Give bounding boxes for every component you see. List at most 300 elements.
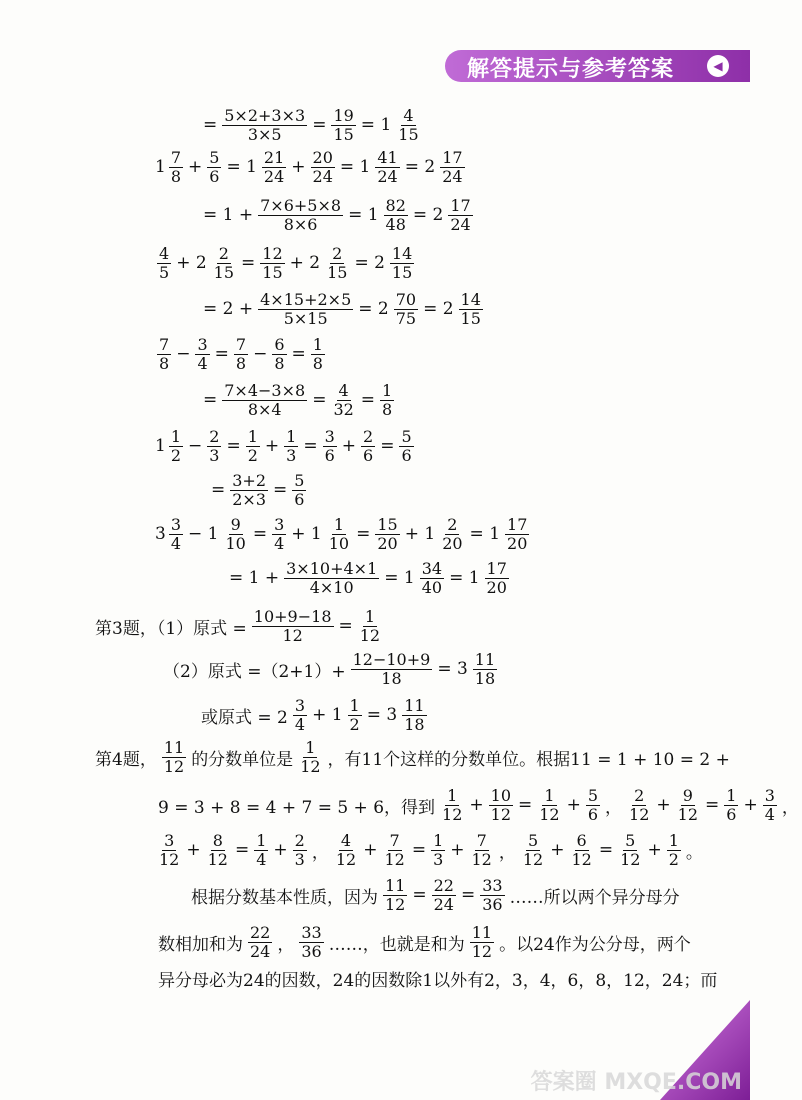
fraction	[521, 830, 545, 869]
equation-line	[188, 875, 683, 915]
denominator: 8×4	[247, 399, 282, 419]
denominator: 3	[294, 849, 305, 869]
denominator: 6	[587, 804, 599, 824]
numerator: 21	[263, 147, 285, 167]
denominator: 15	[213, 262, 235, 282]
fraction	[402, 695, 426, 734]
denominator: 15	[398, 124, 419, 144]
text-token: =	[291, 344, 306, 364]
text-token: =	[598, 840, 614, 860]
numerator: 10+9−18	[253, 606, 332, 626]
numerator: 12	[262, 243, 283, 263]
text-token: =	[360, 390, 376, 410]
text-token: =	[338, 616, 353, 636]
numerator: 5	[625, 830, 636, 850]
text-token: = 1 +	[203, 205, 254, 225]
numerator: 3	[164, 830, 175, 850]
fraction	[284, 558, 379, 597]
text-token: ……，也就是和为	[328, 934, 465, 955]
text-token: −	[176, 344, 191, 364]
denominator: 20	[507, 533, 528, 553]
fraction	[480, 875, 504, 914]
text-token: ，	[277, 934, 295, 955]
numerator: 1	[433, 830, 444, 850]
numerator: 22	[250, 922, 271, 942]
text-token: =	[303, 436, 318, 456]
equation-line	[198, 695, 429, 735]
denominator: 24	[263, 166, 285, 186]
denominator: 12	[359, 625, 381, 645]
numerator: 11	[163, 737, 185, 757]
denominator: 6	[363, 445, 374, 465]
denominator: 2	[247, 445, 258, 465]
denominator: 24	[442, 166, 463, 186]
fraction	[298, 737, 322, 776]
mixed-whole: 1	[155, 436, 166, 456]
equation-line	[155, 922, 694, 962]
denominator: 15	[333, 124, 354, 144]
numerator: 1	[447, 785, 458, 805]
denominator: 36	[301, 941, 322, 961]
text-token: + 1	[312, 705, 343, 725]
fraction	[470, 922, 494, 961]
text-token: = 2	[404, 157, 436, 177]
text-token: ……所以两个异分母分	[509, 887, 680, 908]
text-token: = 1	[348, 205, 379, 225]
fraction	[440, 785, 464, 824]
text-token: ，	[605, 797, 623, 818]
text-token: +	[291, 157, 306, 177]
denominator: 2×3	[232, 489, 267, 509]
denominator: 20	[442, 533, 463, 553]
fraction	[505, 514, 529, 553]
fraction	[399, 426, 413, 465]
numerator: 11	[404, 695, 425, 715]
denominator: 40	[421, 577, 443, 597]
fraction	[299, 922, 323, 961]
numerator: 15	[377, 514, 398, 534]
text-token: ，	[311, 842, 329, 863]
denominator: 24	[433, 894, 454, 914]
numerator: 7×6+5×8	[260, 195, 342, 215]
fraction	[724, 785, 738, 824]
fraction	[157, 243, 171, 282]
numerator: 10	[490, 785, 511, 805]
equation-line	[200, 289, 485, 329]
denominator: 10	[225, 533, 246, 553]
text-token: +	[264, 436, 280, 456]
text-token: 第4题，	[95, 749, 157, 770]
denominator: 8	[170, 166, 182, 186]
fraction	[375, 147, 399, 186]
denominator: 18	[381, 668, 402, 688]
fraction	[334, 830, 358, 869]
mixed-whole: 1	[155, 157, 166, 177]
text-token: =	[380, 436, 395, 456]
back-arrow-icon[interactable]: ◀	[707, 55, 729, 77]
text-token: = 1	[339, 157, 371, 177]
numerator: 82	[385, 195, 406, 215]
denominator: 18	[404, 714, 425, 734]
text-token: =	[252, 524, 268, 544]
text-token: = 1	[226, 157, 257, 177]
text-token: + 2	[176, 253, 207, 273]
text-token: =	[518, 795, 533, 815]
text-token: = 1	[384, 568, 415, 588]
numerator: 41	[377, 147, 398, 167]
equation-line	[155, 334, 327, 374]
numerator: 11	[385, 875, 406, 895]
fraction	[157, 334, 171, 373]
text-token: − 1	[188, 524, 219, 544]
text-token: =	[211, 480, 226, 500]
numerator: 7	[235, 334, 247, 354]
equation-line	[226, 558, 511, 598]
fraction	[222, 105, 307, 144]
denominator: 12	[384, 849, 405, 869]
denominator: 4×10	[309, 577, 354, 597]
denominator: 2	[170, 445, 182, 465]
fraction	[440, 514, 464, 553]
numerator: 2	[294, 830, 305, 850]
numerator: 5	[587, 785, 599, 805]
numerator: 11	[474, 649, 496, 669]
denominator: 12	[159, 849, 180, 869]
text-token: +	[743, 795, 758, 815]
numerator: 17	[442, 147, 463, 167]
fraction	[230, 470, 268, 509]
numerator: 17	[486, 558, 507, 578]
numerator: 1	[305, 737, 316, 757]
text-token: 9 = 3 + 8 = 4 + 7 = 5 + 6，得到	[158, 797, 436, 818]
text-token: = 3	[366, 705, 398, 725]
denominator: 8	[274, 353, 285, 373]
denominator: 12	[522, 849, 544, 869]
text-token: +	[363, 840, 378, 860]
text-token: =	[273, 480, 288, 500]
equation-line	[208, 470, 308, 510]
fraction	[169, 147, 183, 186]
text-token: = 1	[469, 524, 501, 544]
numerator: 1	[364, 606, 376, 626]
numerator: 19	[333, 105, 354, 125]
denominator: 24	[250, 941, 271, 961]
text-token: +	[566, 795, 581, 815]
fraction	[361, 426, 375, 465]
equation-line	[200, 380, 396, 420]
numerator: 1	[544, 785, 555, 805]
fraction	[676, 785, 700, 824]
denominator: 48	[385, 214, 406, 234]
denominator: 6	[209, 166, 220, 186]
denominator: 4	[274, 533, 285, 553]
denominator: 5	[159, 262, 170, 282]
text-token: =	[214, 344, 229, 364]
text-token: 的分数单位是	[191, 749, 294, 770]
fraction	[325, 243, 349, 282]
denominator: 4	[256, 849, 267, 869]
fraction	[327, 514, 351, 553]
text-token: +	[656, 795, 671, 815]
numerator: 7×4−3×8	[224, 380, 306, 400]
fraction	[207, 147, 221, 186]
numerator: 2	[209, 426, 220, 446]
numerator: 1	[668, 830, 679, 850]
denominator: 24	[450, 214, 471, 234]
fraction	[763, 785, 777, 824]
fraction	[260, 243, 284, 282]
fraction	[248, 922, 272, 961]
denominator: 12	[163, 756, 185, 776]
fraction	[432, 875, 456, 914]
numerator: 6	[576, 830, 587, 850]
numerator: 14	[460, 289, 481, 309]
numerator: 3	[170, 514, 182, 534]
denominator: 4	[294, 714, 306, 734]
denominator: 15	[391, 262, 413, 282]
denominator: 4	[764, 804, 775, 824]
equation-line	[155, 830, 706, 870]
text-token: =	[312, 390, 327, 410]
text-token: +	[550, 840, 565, 860]
denominator: 8×6	[283, 214, 318, 234]
fraction	[390, 243, 414, 282]
numerator: 12−10+9	[352, 649, 431, 669]
fraction	[420, 558, 444, 597]
fraction	[323, 426, 337, 465]
numerator: 4	[403, 105, 414, 125]
text-token: + 1	[404, 524, 436, 544]
denominator: 6	[324, 445, 335, 465]
text-token: = 2	[358, 299, 389, 319]
fraction	[459, 289, 483, 328]
text-token: =	[312, 115, 327, 135]
denominator: 2	[349, 714, 360, 734]
text-token: +	[469, 795, 484, 815]
denominator: 10	[328, 533, 350, 553]
denominator: 3	[286, 445, 297, 465]
numerator: 2	[447, 514, 458, 534]
text-token: =	[234, 840, 250, 860]
numerator: 1	[382, 380, 393, 400]
text-token: 或原式 = 2	[201, 707, 288, 728]
text-token: 根据分数基本性质，因为	[191, 887, 378, 908]
fraction	[293, 830, 307, 869]
fraction	[252, 606, 334, 645]
fraction	[384, 195, 408, 234]
text-token: = 1	[449, 568, 480, 588]
denominator: 24	[377, 166, 398, 186]
numerator: 22	[433, 875, 454, 895]
numerator: 5	[209, 147, 220, 167]
fraction	[470, 830, 494, 869]
numerator: 5×2+3×3	[224, 105, 306, 125]
fraction	[272, 334, 286, 373]
numerator: 5	[294, 470, 305, 490]
denominator: 15	[460, 308, 481, 328]
denominator: 8	[382, 399, 393, 419]
numerator: 3	[764, 785, 775, 805]
fraction	[169, 426, 183, 465]
text-token: =	[203, 115, 218, 135]
numerator: 33	[301, 922, 322, 942]
numerator: 14	[391, 243, 413, 263]
text-token: −	[188, 436, 203, 456]
fraction	[380, 380, 394, 419]
fraction	[586, 785, 600, 824]
fraction	[246, 426, 260, 465]
equation-line	[160, 649, 499, 689]
equation-line	[155, 785, 802, 825]
text-token: ，	[498, 842, 516, 863]
numerator: 4×15+2×5	[260, 289, 352, 309]
section-title: 解答提示与参考答案	[467, 57, 675, 82]
denominator: 4	[197, 353, 208, 373]
denominator: 15	[262, 262, 283, 282]
denominator: 24	[312, 166, 333, 186]
fraction	[473, 649, 497, 688]
denominator: 12	[490, 804, 511, 824]
numerator: 4	[340, 830, 352, 850]
numerator: 3+2	[232, 470, 267, 490]
text-token: + 1	[291, 524, 322, 544]
fraction	[448, 195, 472, 234]
text-token: =	[412, 885, 427, 905]
denominator: 20	[486, 577, 507, 597]
equation-line	[92, 606, 384, 646]
numerator: 3	[294, 695, 306, 715]
text-token: =	[226, 436, 241, 456]
text-token: =	[241, 253, 256, 273]
equation-line	[155, 514, 531, 554]
text-token: =	[203, 390, 218, 410]
fraction	[440, 147, 464, 186]
numerator: 3	[197, 334, 208, 354]
denominator: 12	[471, 849, 492, 869]
denominator: 32	[333, 399, 354, 419]
equation-line	[200, 105, 423, 145]
numerator: 5	[527, 830, 539, 850]
fraction	[394, 289, 418, 328]
denominator: 12	[442, 804, 463, 824]
numerator: 4	[338, 380, 349, 400]
numerator: 7	[159, 334, 170, 354]
text-token: = 3	[437, 659, 468, 679]
text-token: = 2	[423, 299, 454, 319]
denominator: 12	[207, 849, 228, 869]
numerator: 1	[170, 426, 182, 446]
numerator: 6	[274, 334, 285, 354]
text-token: （2）原式 =（2+1）+	[163, 661, 346, 682]
text-token: +	[647, 840, 662, 860]
text-token: −	[253, 344, 268, 364]
numerator: 34	[421, 558, 443, 578]
denominator: 15	[327, 262, 348, 282]
fraction	[331, 105, 355, 144]
fraction	[351, 649, 433, 688]
text-token: ，有11个这样的分数单位。根据11 = 1 + 10 = 2 +	[327, 749, 730, 770]
text-token: + 2	[289, 253, 321, 273]
denominator: 36	[482, 894, 503, 914]
numerator: 7	[170, 147, 182, 167]
fraction	[262, 147, 286, 186]
text-token: 。	[685, 842, 703, 863]
text-token: +	[188, 157, 203, 177]
numerator: 1	[349, 695, 360, 715]
text-token: 数相加和为	[158, 934, 243, 955]
equation-line	[92, 737, 733, 777]
denominator: 8	[312, 353, 323, 373]
text-token: =	[411, 840, 427, 860]
numerator: 1	[726, 785, 737, 805]
denominator: 12	[629, 804, 650, 824]
denominator: 6	[294, 489, 305, 509]
fraction	[311, 334, 325, 373]
denominator: 6	[726, 804, 737, 824]
fraction	[254, 830, 268, 869]
fraction	[489, 785, 513, 824]
fraction	[212, 243, 236, 282]
text-token: = 1	[360, 115, 392, 135]
text-token: 。以24作为公分母，两个	[499, 934, 691, 955]
fraction	[667, 830, 681, 869]
fraction	[272, 514, 286, 553]
equation-line	[200, 195, 475, 235]
fraction	[485, 558, 509, 597]
denominator: 8	[159, 353, 170, 373]
fraction	[293, 695, 307, 734]
text-token: = 1 +	[229, 568, 280, 588]
fraction	[206, 830, 230, 869]
text-token: = 2	[354, 253, 385, 273]
fraction	[618, 830, 642, 869]
numerator: 1	[256, 830, 267, 850]
text-token: = 2 +	[203, 299, 254, 319]
text-token: = 2	[412, 205, 444, 225]
equation-line	[155, 426, 416, 466]
mixed-whole: 3	[155, 524, 166, 544]
fraction	[627, 785, 651, 824]
fraction	[169, 514, 183, 553]
watermark: 答案圈 MXQE.COM	[530, 1070, 742, 1095]
fraction	[258, 195, 343, 234]
numerator: 3	[274, 514, 285, 534]
text-token: 异分母必为24的因数，24的因数除1以外有2，3，4，6，8，12，24；而	[158, 970, 718, 991]
text-token: =	[356, 524, 371, 544]
numerator: 5	[401, 426, 412, 446]
text-token: +	[273, 840, 288, 860]
equation-line	[155, 147, 467, 187]
denominator: 2	[668, 849, 679, 869]
fraction	[537, 785, 561, 824]
numerator: 33	[482, 875, 503, 895]
fraction	[207, 426, 221, 465]
numerator: 2	[332, 243, 343, 263]
numerator: 11	[471, 922, 493, 942]
numerator: 9	[682, 785, 693, 805]
numerator: 70	[395, 289, 417, 309]
equation-line	[155, 243, 416, 283]
text-token: 第3题，（1）原式 =	[95, 618, 247, 639]
numerator: 1	[312, 334, 323, 354]
denominator: 6	[401, 445, 412, 465]
numerator: 1	[333, 514, 345, 534]
numerator: 9	[230, 514, 241, 534]
denominator: 5×15	[283, 308, 328, 328]
numerator: 3	[324, 426, 335, 446]
denominator: 12	[335, 849, 357, 869]
fraction	[311, 147, 335, 186]
